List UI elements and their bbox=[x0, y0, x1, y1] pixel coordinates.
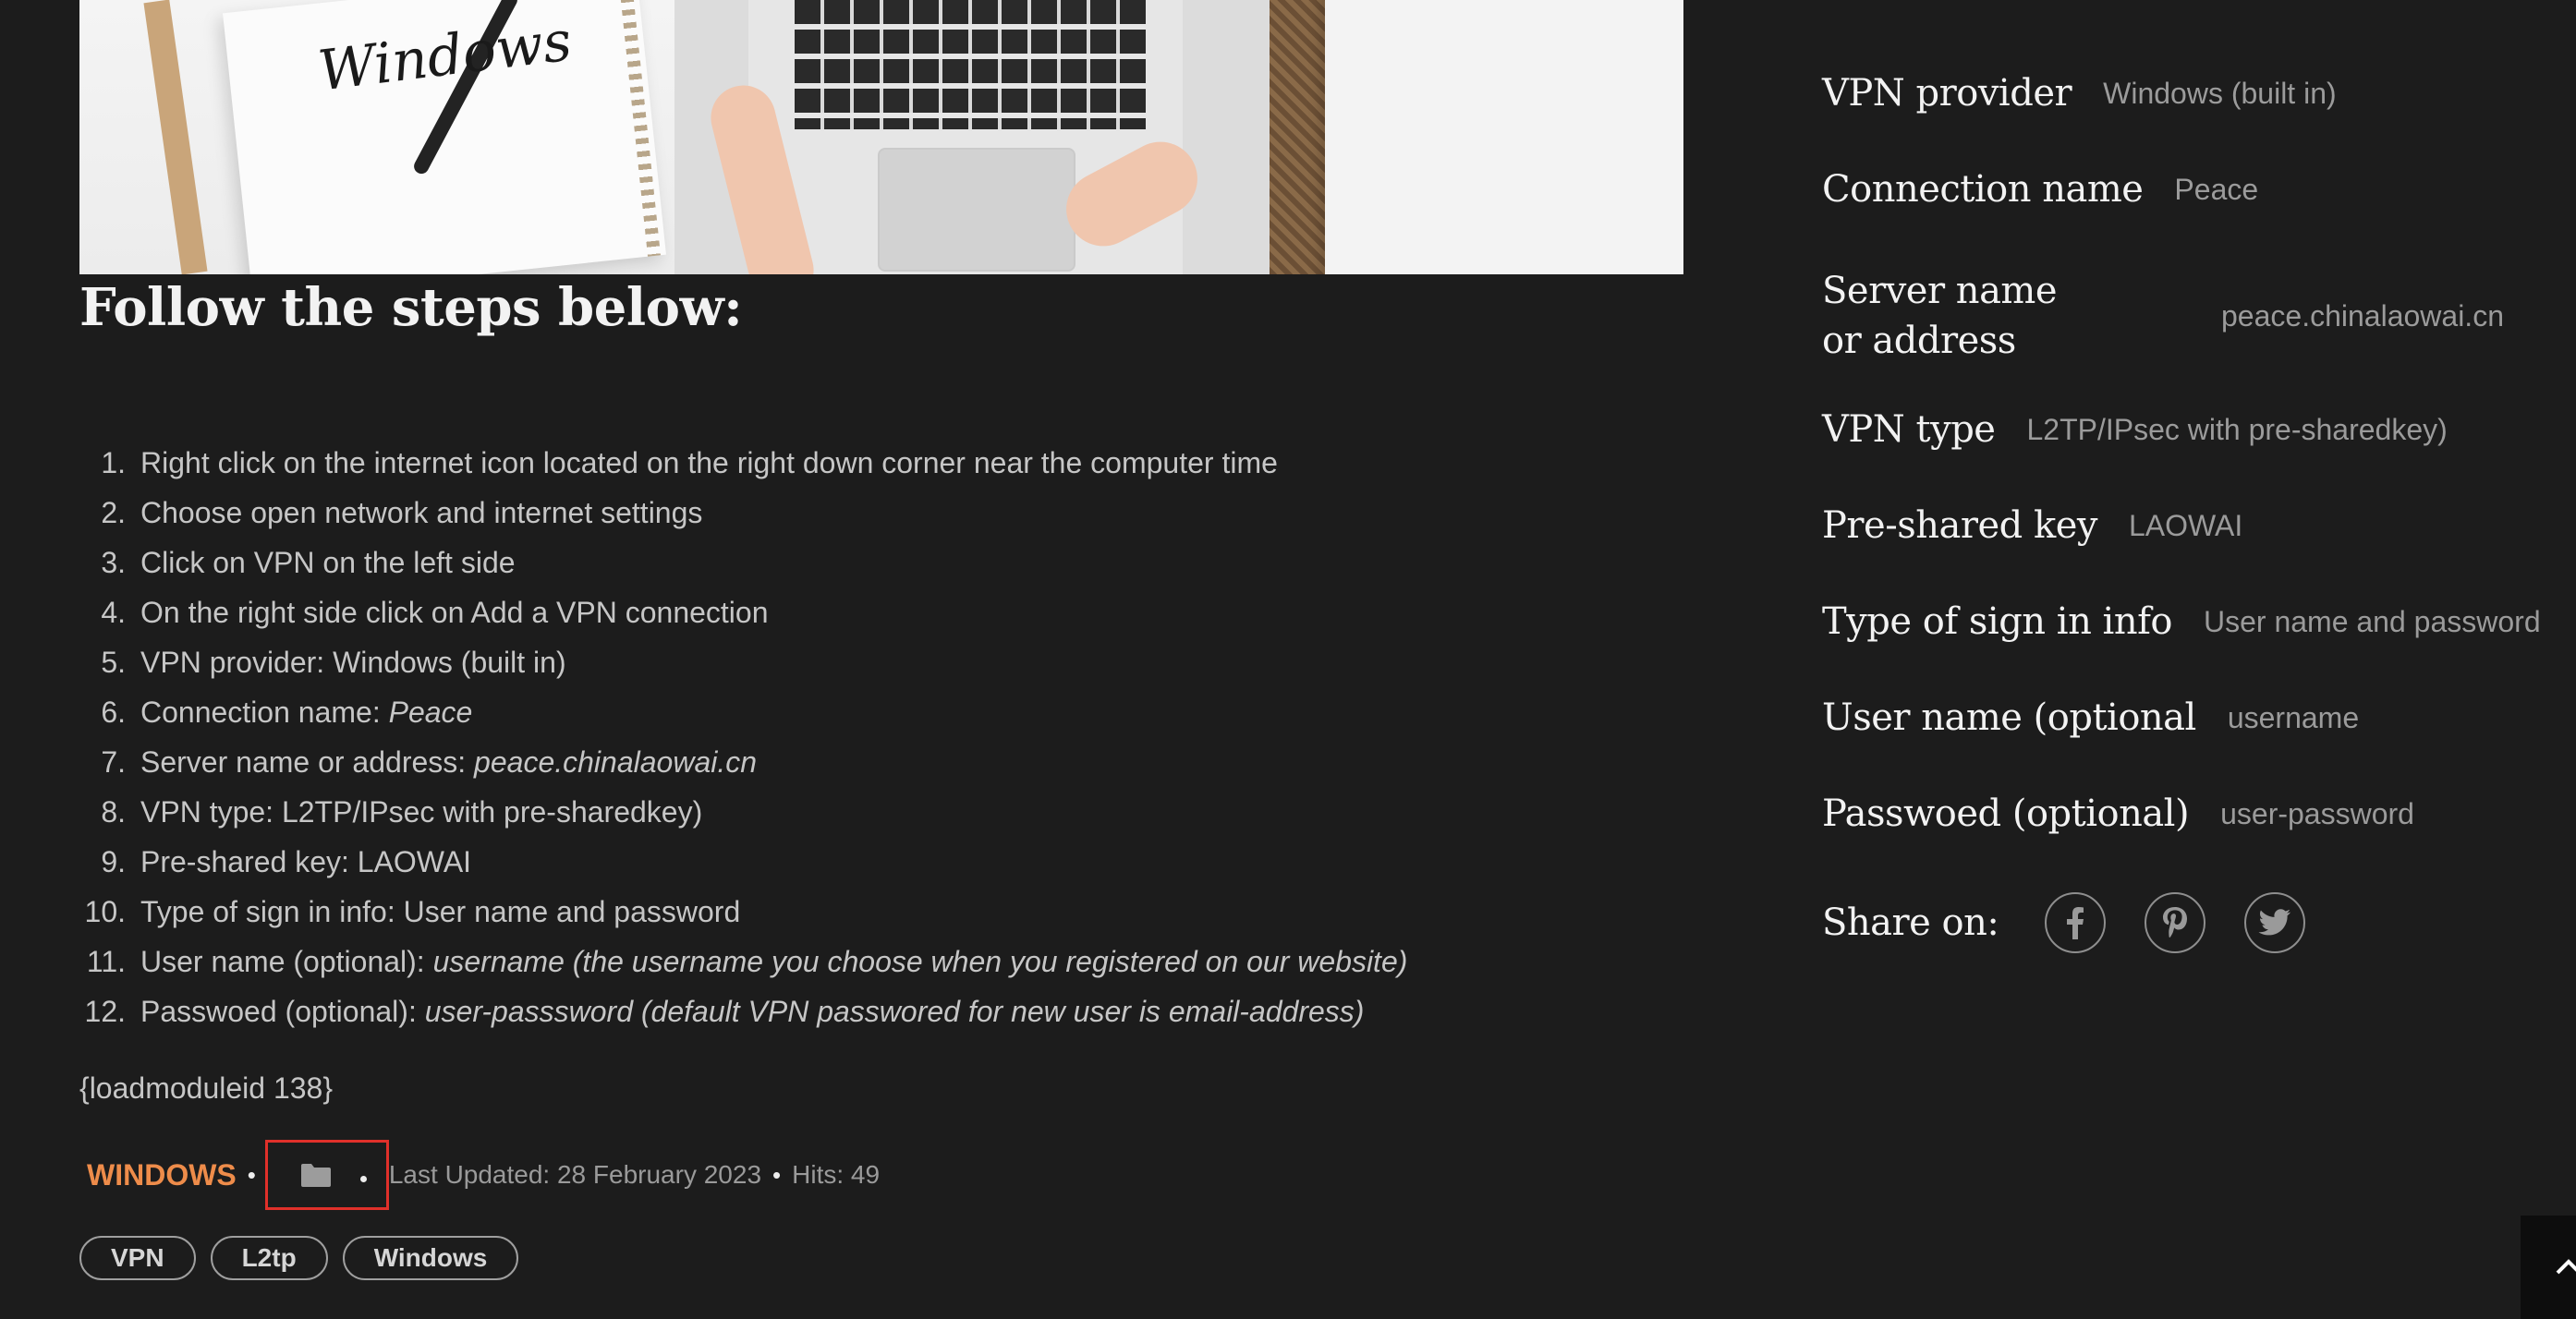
category-link[interactable]: WINDOWS bbox=[87, 1157, 237, 1192]
steps-list bbox=[79, 438, 1407, 1036]
sidebar-row-pre-shared-key bbox=[1822, 504, 2242, 547]
highlighted-folder-area bbox=[265, 1140, 389, 1210]
steps-title: Follow the steps below: bbox=[79, 277, 743, 338]
hits-count: Hits: 49 bbox=[792, 1160, 881, 1189]
step-number: 5. bbox=[101, 646, 126, 679]
hero-notebook-spiral bbox=[618, 0, 661, 257]
chevron-up-icon bbox=[2554, 1253, 2576, 1281]
sidebar-row-server-name bbox=[1822, 266, 2504, 366]
step-text: Right click on the internet icon located on the right down corner near the computer time bbox=[140, 446, 1278, 479]
sidebar-row-user-name bbox=[1822, 696, 2359, 739]
back-to-top-button[interactable] bbox=[2521, 1216, 2576, 1319]
meta-dot bbox=[360, 1176, 367, 1182]
list-item bbox=[79, 887, 1407, 937]
sidebar-label: Passwoed (optional) bbox=[1822, 793, 2190, 835]
sidebar-label: VPN type bbox=[1822, 408, 1996, 451]
sidebar-value: user-password bbox=[2220, 796, 2414, 830]
hero-paper-panel bbox=[1270, 0, 1683, 274]
step-number: 10. bbox=[84, 895, 126, 928]
list-item bbox=[79, 587, 1407, 637]
step-number: 6. bbox=[101, 696, 126, 729]
tag-l2tp[interactable]: L2tp bbox=[211, 1236, 328, 1280]
hero-paper bbox=[1325, 0, 1683, 274]
step-emphasis: Peace bbox=[388, 696, 473, 729]
tag-vpn[interactable]: VPN bbox=[79, 1236, 196, 1280]
step-number: 4. bbox=[101, 596, 126, 629]
sidebar-value: username bbox=[2227, 700, 2360, 734]
step-number: 8. bbox=[101, 795, 126, 829]
step-number: 2. bbox=[101, 496, 126, 529]
list-item bbox=[79, 787, 1407, 837]
hero-keyboard bbox=[795, 0, 1146, 129]
sidebar-value: Windows (built in) bbox=[2103, 76, 2337, 110]
share-label: Share on: bbox=[1822, 902, 1999, 944]
list-item bbox=[79, 538, 1407, 587]
sidebar-row-password bbox=[1822, 793, 2414, 835]
sidebar-label: Type of sign in info bbox=[1822, 600, 2172, 643]
step-text: Server name or address: bbox=[140, 745, 475, 779]
step-text: Connection name: bbox=[140, 696, 389, 729]
step-text: Pre-shared key: LAOWAI bbox=[140, 845, 472, 878]
sidebar-label: VPN provider bbox=[1822, 72, 2072, 115]
sidebar-label: User name (optional bbox=[1822, 696, 2196, 739]
sidebar-row-connection-name bbox=[1822, 168, 2258, 211]
list-item bbox=[79, 937, 1407, 986]
list-item bbox=[79, 837, 1407, 887]
step-emphasis: user-passsword (default VPN passwored for new user is email-address) bbox=[424, 995, 1365, 1028]
share-bar bbox=[1822, 892, 2344, 953]
meta-separator: • bbox=[247, 1160, 256, 1189]
twitter-icon bbox=[2258, 909, 2291, 937]
list-item bbox=[79, 687, 1407, 737]
sidebar-value: L2TP/IPsec with pre-sharedkey) bbox=[2026, 412, 2448, 446]
list-item bbox=[79, 637, 1407, 687]
sidebar-label: Pre-shared key bbox=[1822, 504, 2097, 547]
sidebar-value: LAOWAI bbox=[2128, 508, 2243, 542]
hero-handwriting: Windows bbox=[314, 8, 576, 104]
step-number: 7. bbox=[101, 745, 126, 779]
step-number: 11. bbox=[86, 945, 126, 978]
sidebar-value: User name and password bbox=[2203, 604, 2541, 638]
tag-windows[interactable]: Windows bbox=[343, 1236, 519, 1280]
twitter-share-button[interactable] bbox=[2244, 892, 2305, 953]
step-number: 1. bbox=[101, 446, 126, 479]
sidebar-row-vpn-type bbox=[1822, 408, 2448, 451]
list-item bbox=[79, 438, 1407, 488]
sidebar-value: peace.chinalaowai.cn bbox=[2221, 298, 2504, 333]
hero-image bbox=[79, 0, 1683, 274]
sidebar-label: Connection name bbox=[1822, 168, 2144, 211]
article-meta bbox=[79, 1142, 880, 1208]
sidebar-row-sign-in-type bbox=[1822, 600, 2541, 643]
step-text: VPN type: L2TP/IPsec with pre-sharedkey) bbox=[140, 795, 703, 829]
hero-touchpad bbox=[878, 148, 1075, 272]
step-text: VPN provider: Windows (built in) bbox=[140, 646, 566, 679]
list-item bbox=[79, 488, 1407, 538]
step-text: Type of sign in info: User name and password bbox=[140, 895, 741, 928]
step-emphasis: peace.chinalaowai.cn bbox=[474, 745, 758, 779]
step-text: On the right side click on Add a VPN connection bbox=[140, 596, 769, 629]
step-number: 12. bbox=[84, 995, 126, 1028]
meta-separator: • bbox=[772, 1160, 782, 1189]
facebook-share-button[interactable] bbox=[2045, 892, 2106, 953]
sidebar-value: Peace bbox=[2174, 172, 2259, 206]
tag-list bbox=[79, 1236, 518, 1280]
step-text: User name (optional): bbox=[140, 945, 433, 978]
pinterest-icon bbox=[2161, 905, 2189, 940]
hero-notebook-panel bbox=[79, 0, 674, 274]
step-emphasis: username (the username you choose when you registered on our website) bbox=[432, 945, 1408, 978]
list-item bbox=[79, 986, 1407, 1036]
facebook-icon bbox=[2065, 906, 2085, 939]
step-text: Passwoed (optional): bbox=[140, 995, 425, 1028]
last-updated: Last Updated: 28 February 2023 bbox=[388, 1160, 762, 1189]
step-text: Choose open network and internet settings bbox=[140, 496, 703, 529]
hero-laptop-panel bbox=[674, 0, 1270, 274]
sidebar-label: Server name or address bbox=[1822, 270, 2058, 362]
folder-icon bbox=[299, 1162, 333, 1188]
step-text: Click on VPN on the left side bbox=[140, 546, 516, 579]
hero-wood-stick bbox=[143, 0, 207, 274]
sidebar-row-vpn-provider bbox=[1822, 72, 2337, 115]
loadmodule-placeholder: {loadmoduleid 138} bbox=[79, 1071, 334, 1105]
list-item bbox=[79, 737, 1407, 787]
step-number: 9. bbox=[101, 845, 126, 878]
pinterest-share-button[interactable] bbox=[2145, 892, 2205, 953]
step-number: 3. bbox=[101, 546, 126, 579]
